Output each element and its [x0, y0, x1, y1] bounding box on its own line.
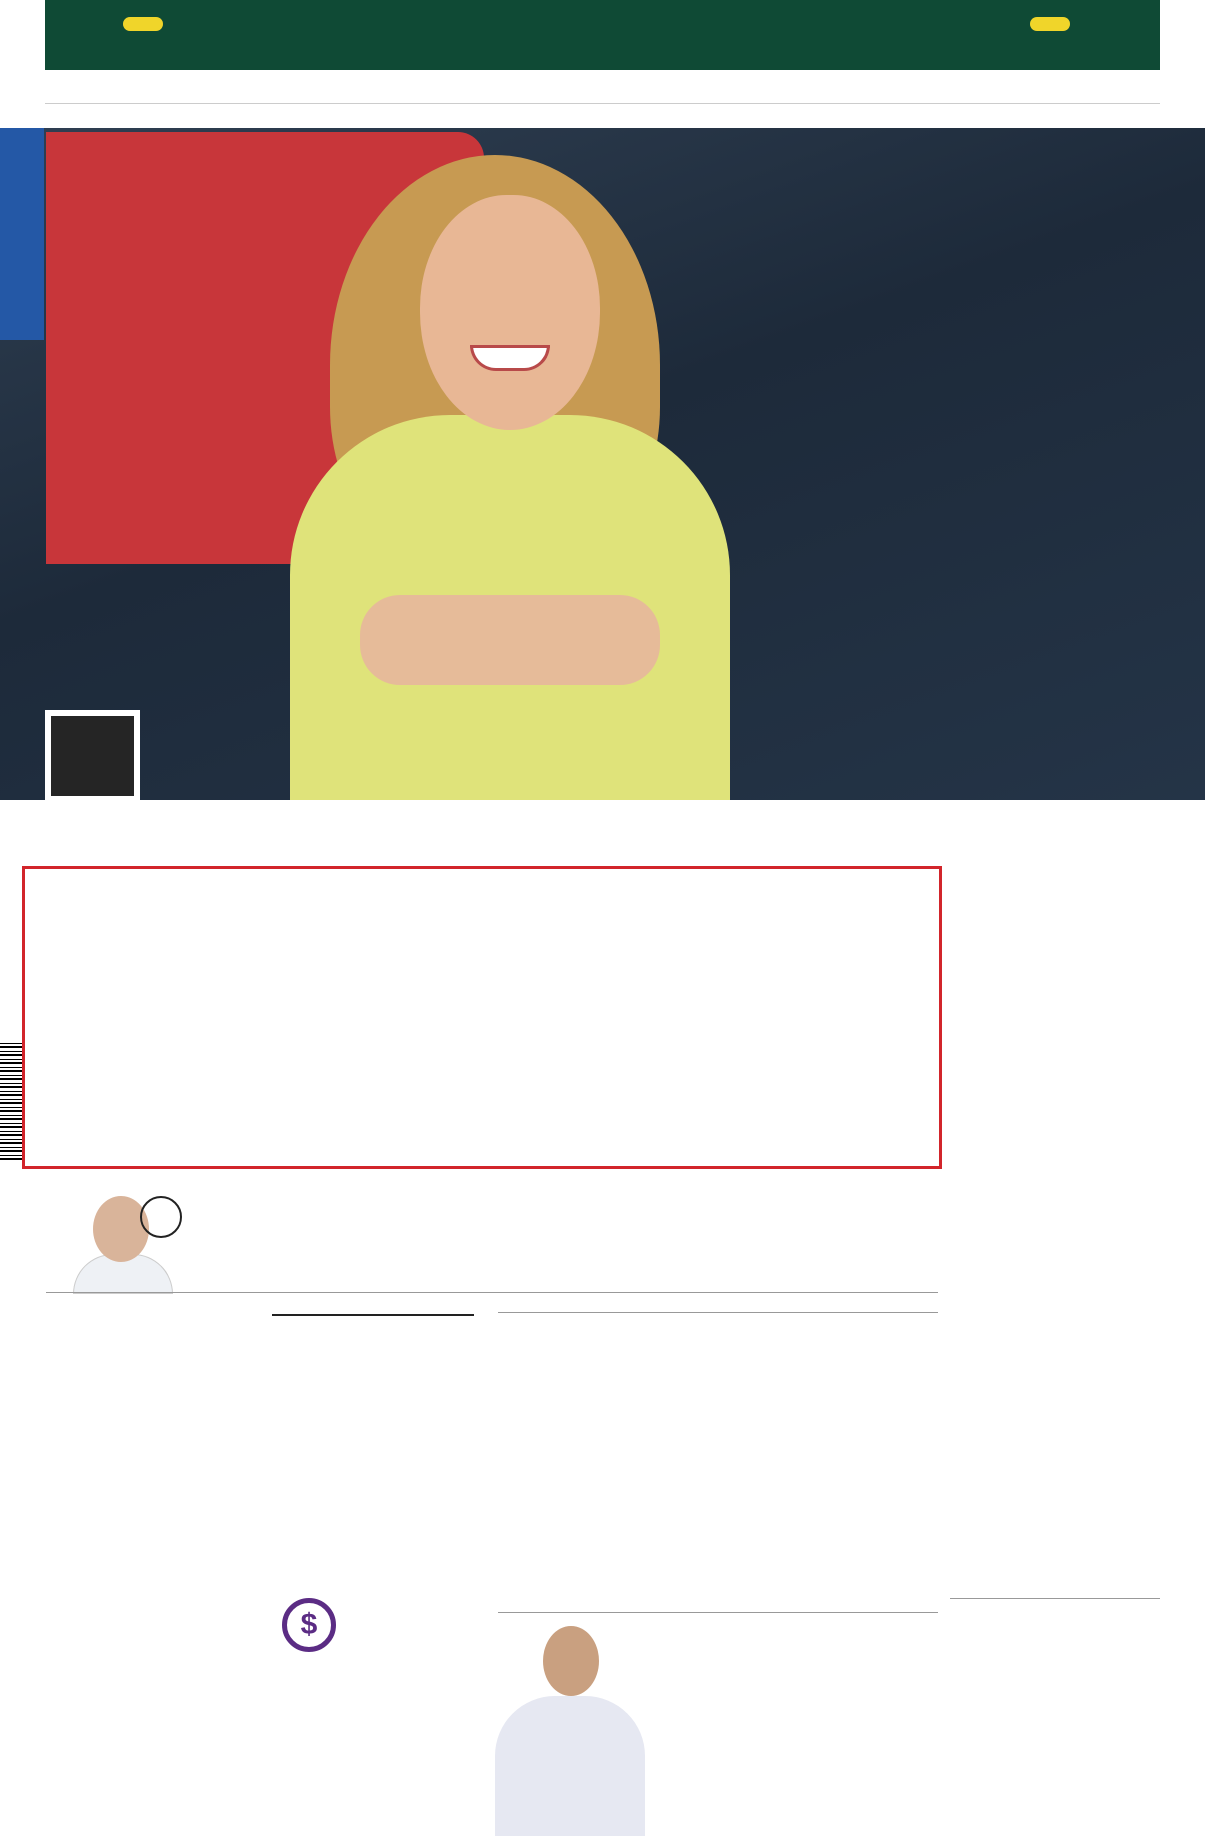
iguana-icon [1030, 17, 1070, 31]
masthead-spine [12, 1380, 32, 1820]
ecopetrol-ad-banner[interactable] [45, 0, 1160, 70]
divider [498, 1612, 938, 1613]
market-ticker [45, 76, 1160, 104]
index-title [950, 1594, 1160, 1599]
divider [498, 1312, 938, 1313]
barcode-icon [0, 1040, 22, 1160]
pib-history-chart [272, 1432, 474, 1592]
hero-headline[interactable] [720, 232, 1160, 244]
divider [272, 1314, 474, 1316]
index [950, 1594, 1160, 1599]
hero-portrait [280, 155, 740, 800]
dollar-icon: $ [282, 1598, 336, 1652]
iguana-icon [123, 17, 163, 31]
uruguay-box [272, 1322, 474, 1332]
social-spine [1178, 880, 1192, 1210]
cop16-badge [140, 1196, 182, 1238]
date-band [0, 128, 44, 340]
qr-code-icon[interactable] [45, 710, 140, 802]
interview-portrait [495, 1626, 645, 1833]
divider [46, 1292, 938, 1293]
main-story-box [22, 866, 942, 1169]
debt-chart [725, 900, 930, 908]
